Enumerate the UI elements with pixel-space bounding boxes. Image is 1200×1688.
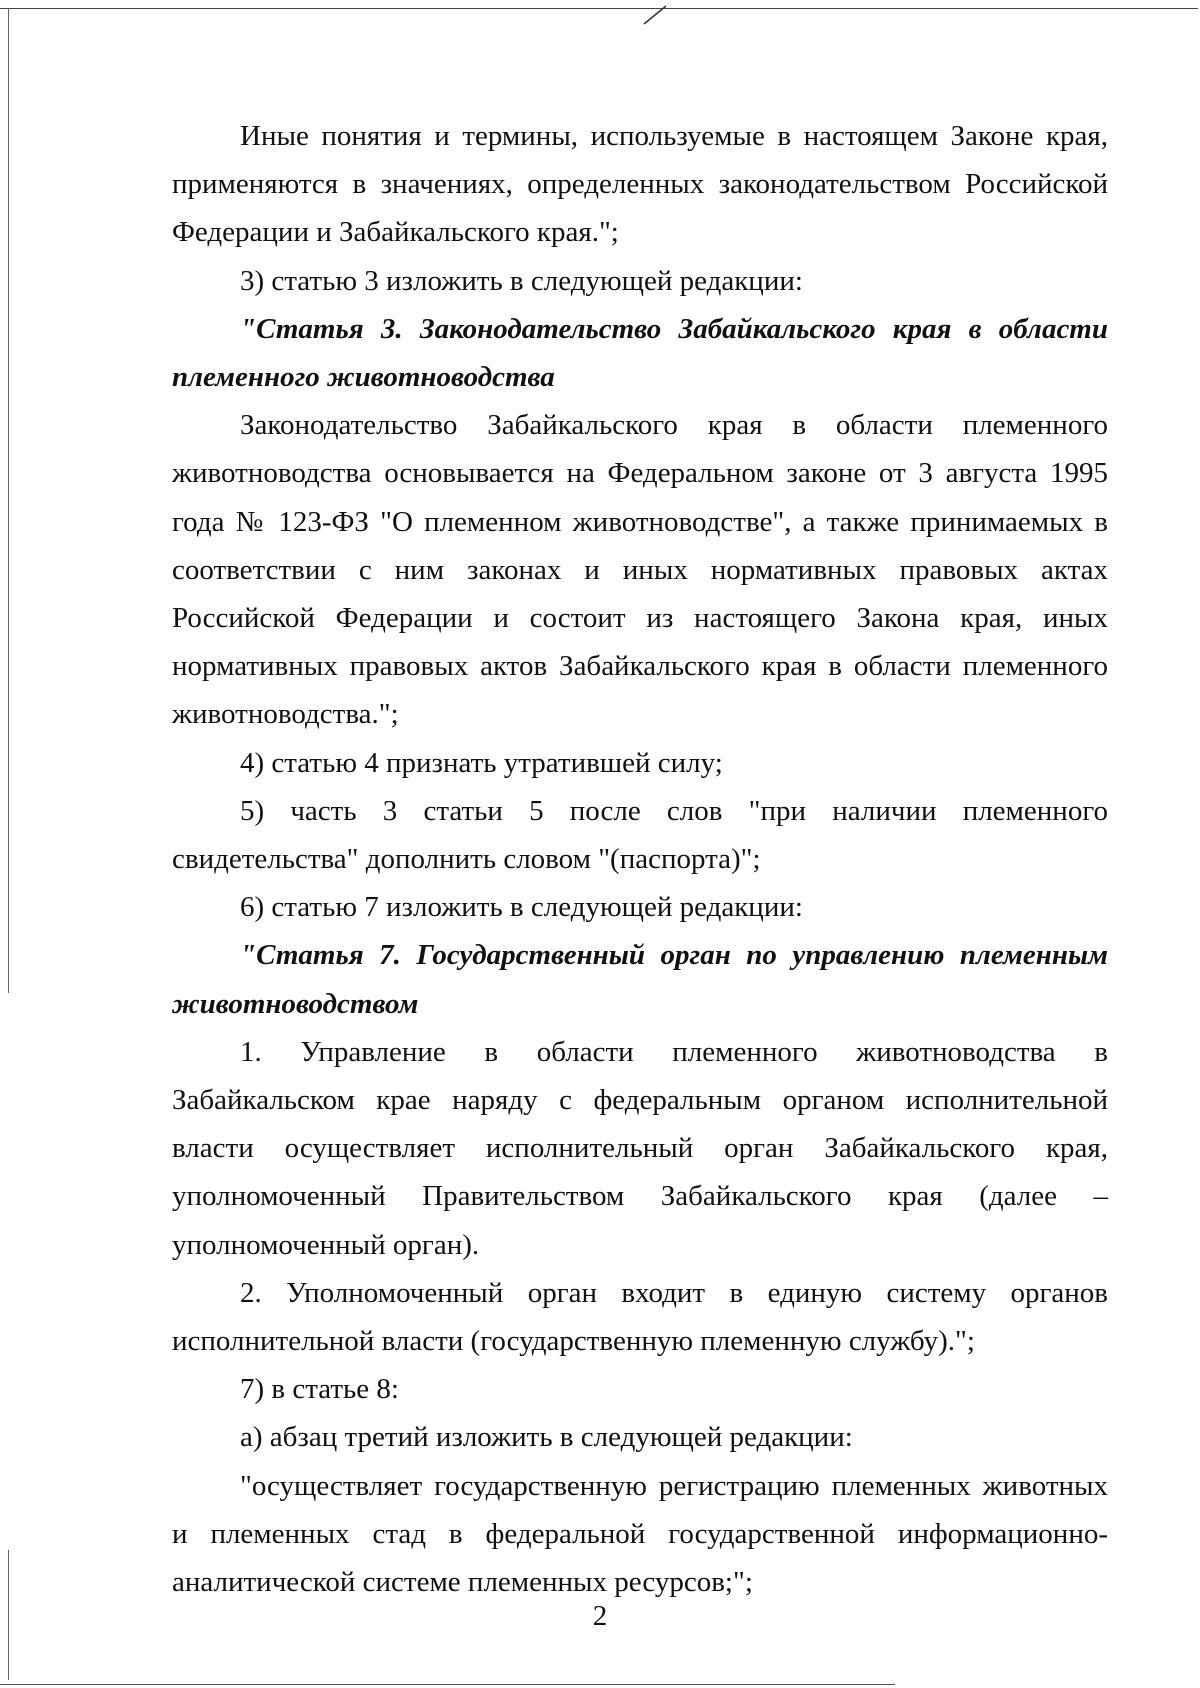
paragraph-legislation-basis: Законодательство Забайкальского края в области племенного животноводства основывается на Федеральном законе от 3 августа 1995 года № 123-ФЗ "О племенном животноводстве", а также принимаемых в соответствии с ним законах и иных нормативных правовых актах Российской Федерации и состоит из настоящего Закона края, иных нормативных правовых актов Забайкальского края в области племенного животноводства."; <box>172 409 1108 731</box>
paragraph-article-5-amendment: 5) часть 3 статьи 5 после слов "при наличии племенного свидетельства" дополнить словом "(паспорта)"; <box>172 794 1108 876</box>
paragraph-article-4-repeal: 4) статью 4 признать утратившей силу; <box>240 746 723 779</box>
page-number: 2 <box>592 1600 608 1632</box>
paragraph-article-3-amendment: 3) статью 3 изложить в следующей редакции: <box>240 264 803 297</box>
heading-article-3: "Статья 3. Законодательство Забайкальского края в области племенного животноводства <box>172 312 1108 394</box>
scan-border-bottom <box>0 1684 895 1685</box>
document-body <box>172 112 1108 1606</box>
paragraph-other-terms: Иные понятия и термины, используемые в настоящем Законе края, применяются в значениях, определенных законодательством Российской Федерации и Забайкальского края."; <box>172 120 1108 249</box>
paragraph-subclause-a: а) абзац третий изложить в следующей редакции: <box>240 1421 853 1454</box>
paragraph-authority-system: 2. Уполномоченный орган входит в единую систему органов исполнительной власти (государственную племенную службу)."; <box>172 1276 1108 1358</box>
paragraph-article-8: 7) в статье 8: <box>240 1373 399 1406</box>
scan-border-left <box>8 8 9 993</box>
scan-mark-icon <box>640 4 670 26</box>
paragraph-article-7-amendment: 6) статью 7 изложить в следующей редакции: <box>240 891 803 924</box>
paragraph-registration: "осуществляет государственную регистрацию племенных животных и племенных стад в федеральной государственной информационно-аналитической системе племенных ресурсов;"; <box>172 1469 1108 1599</box>
scan-border-top <box>0 8 1198 9</box>
paragraph-management-authority: 1. Управление в области племенного животноводства в Забайкальском крае наряду с федеральным органом исполнительной власти осуществляет исполнительный орган Забайкальского края, уполномоченный Правительством Забайкальского края (далее – уполномоченный орган). <box>172 1035 1108 1261</box>
heading-article-7: "Статья 7. Государственный орган по управлению племенным животноводством <box>172 939 1108 1020</box>
